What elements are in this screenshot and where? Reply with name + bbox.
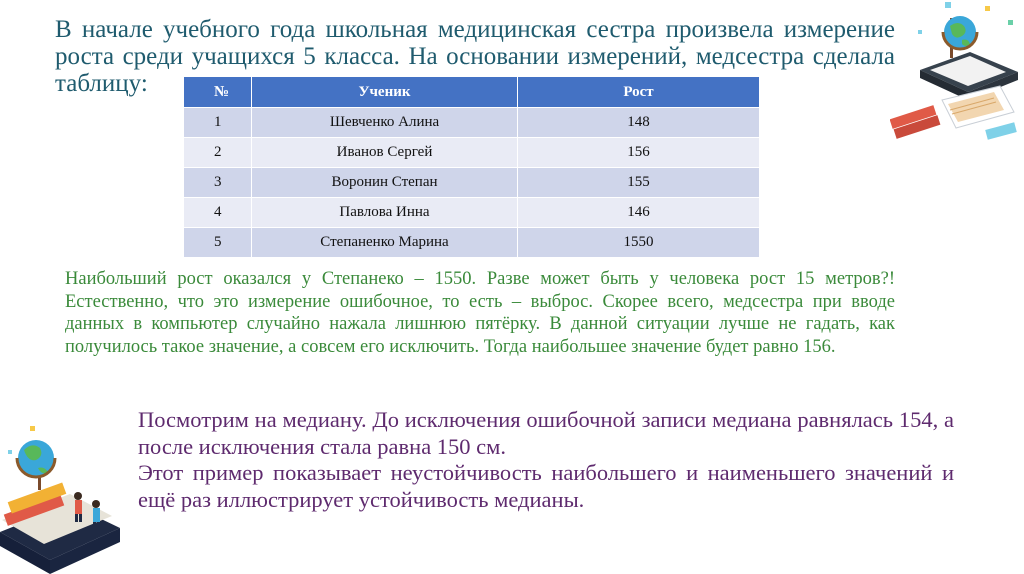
cell-height: 148	[518, 108, 760, 138]
explanation-text: Наибольший рост оказался у Степанеко – 1550. Разве может быть у человека рост 15 метров?! Естественно, что это измерение ошибочное, то есть – выброс. Скорее всего, медсестра при вводе данных в компьютер случайно нажала лишнюю пятёрку. В данной ситуации лучше не гадать, как получилось такое значение, а совсем его исключить. Тогда наибольшее значение будет равно 156.	[65, 269, 895, 357]
cell-number: 3	[184, 168, 252, 198]
table-row	[184, 228, 760, 258]
cell-height: 156	[518, 138, 760, 168]
table-row	[184, 138, 760, 168]
books-globe-stack-illustration	[0, 420, 120, 574]
cell-number: 5	[184, 228, 252, 258]
heights-table	[183, 76, 760, 258]
conclusion-paragraph: Посмотрим на медиану. До исключения ошибочной записи медиана равнялась 154, а после исключения стала равна 150 см.	[138, 407, 954, 459]
cell-height: 155	[518, 168, 760, 198]
header-student: Ученик	[252, 77, 518, 108]
cell-number: 1	[184, 108, 252, 138]
cell-height: 1550	[518, 228, 760, 258]
cell-student: Павлова Инна	[252, 198, 518, 228]
cell-student: Шевченко Алина	[252, 108, 518, 138]
conclusion-paragraph: Этот пример показывает неустойчивость наибольшего и наименьшего значений и ещё раз иллюстрирует устойчивость медианы.	[138, 460, 954, 512]
table-header-row	[184, 77, 760, 108]
cell-height: 146	[518, 198, 760, 228]
cell-student: Степаненко Марина	[252, 228, 518, 258]
intro-text: В начале учебного года школьная медицинская сестра произвела измерение роста среди учащихся 5 класса. На основании измерений, медсестра сделала таблицу:	[55, 16, 895, 97]
cell-number: 2	[184, 138, 252, 168]
books-globe-laptop-illustration	[890, 0, 1024, 150]
header-height: Рост	[518, 77, 760, 108]
cell-number: 4	[184, 198, 252, 228]
header-number: №	[184, 77, 252, 108]
cell-student: Иванов Сергей	[252, 138, 518, 168]
table-row	[184, 198, 760, 228]
table-row	[184, 108, 760, 138]
conclusion-block	[138, 407, 954, 513]
cell-student: Воронин Степан	[252, 168, 518, 198]
table-row	[184, 168, 760, 198]
